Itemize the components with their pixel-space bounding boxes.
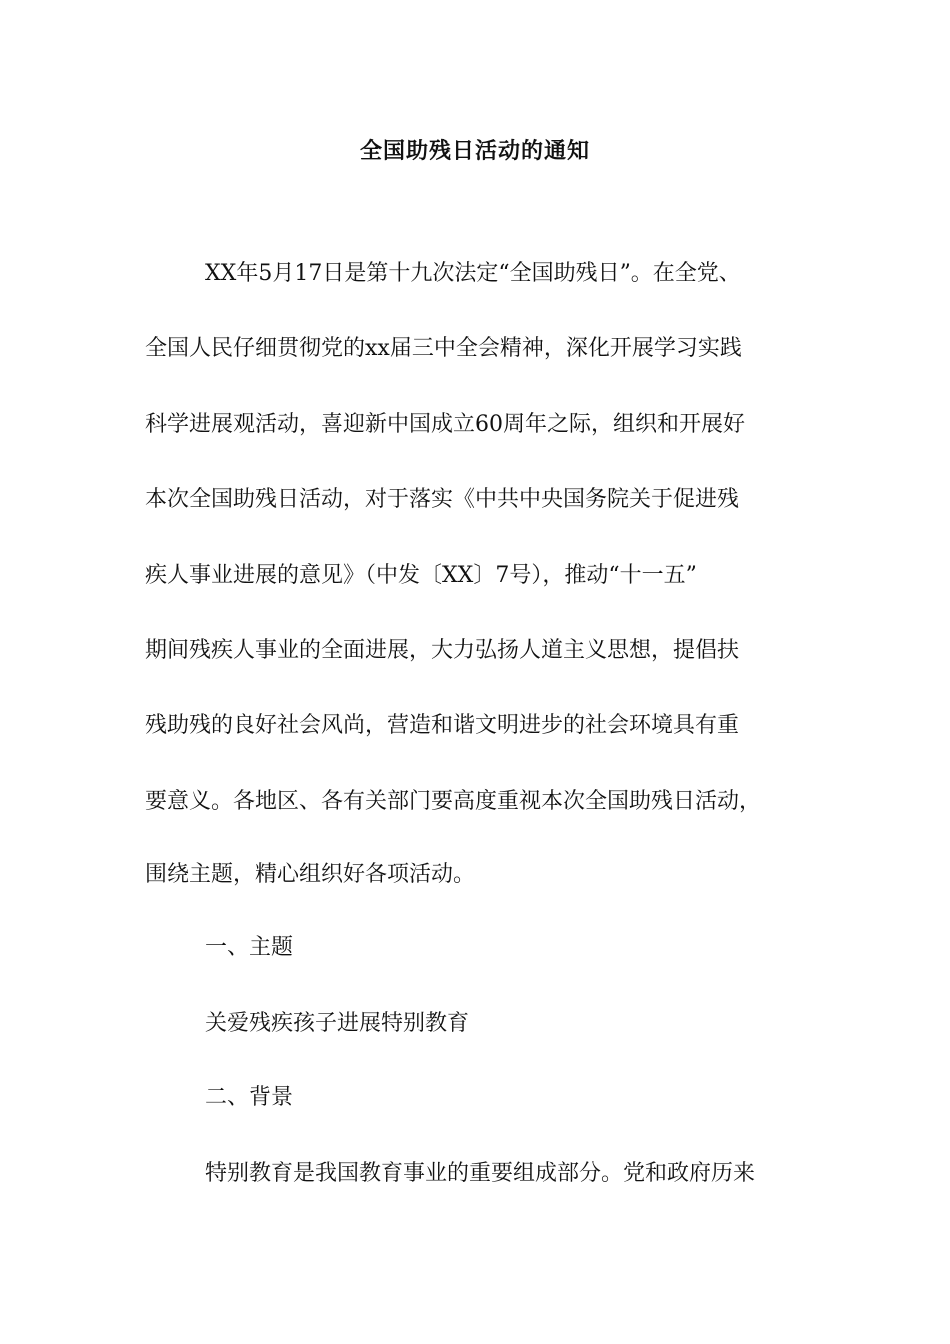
paragraph-line: XX年5月17日是第十九次法定“全国助残日”。在全党、	[205, 261, 741, 286]
section-text: 特别教育是我国教育事业的重要组成部分。党和政府历来	[205, 1161, 756, 1186]
paragraph-line: 要意义。各地区、各有关部门要高度重视本次全国助残日活动，	[145, 789, 762, 814]
paragraph-line: 科学进展观活动，喜迎新中国成立60周年之际，组织和开展好	[145, 412, 745, 437]
paragraph-line: 本次全国助残日活动，对于落实《中共中央国务院关于促进残	[145, 487, 740, 512]
document-title: 全国助残日活动的通知	[359, 139, 590, 164]
paragraph-line: 残助残的良好社会风尚，营造和谐文明进步的社会环境具有重	[145, 713, 740, 738]
section-heading: 一、主题	[205, 935, 294, 960]
paragraph-line: 全国人民仔细贯彻党的xx届三中全会精神，深化开展学习实践	[145, 336, 742, 361]
section-text: 关爱残疾孩子进展特别教育	[205, 1011, 470, 1036]
paragraph-line: 围绕主题，精心组织好各项活动。	[145, 862, 476, 887]
paragraph-line: 期间残疾人事业的全面进展，大力弘扬人道主义思想，提倡扶	[145, 638, 740, 663]
section-heading: 二、背景	[205, 1085, 294, 1110]
paragraph-line: 疾人事业进展的意见》（中发〔XX〕7号），推动“十一五”	[145, 563, 697, 588]
